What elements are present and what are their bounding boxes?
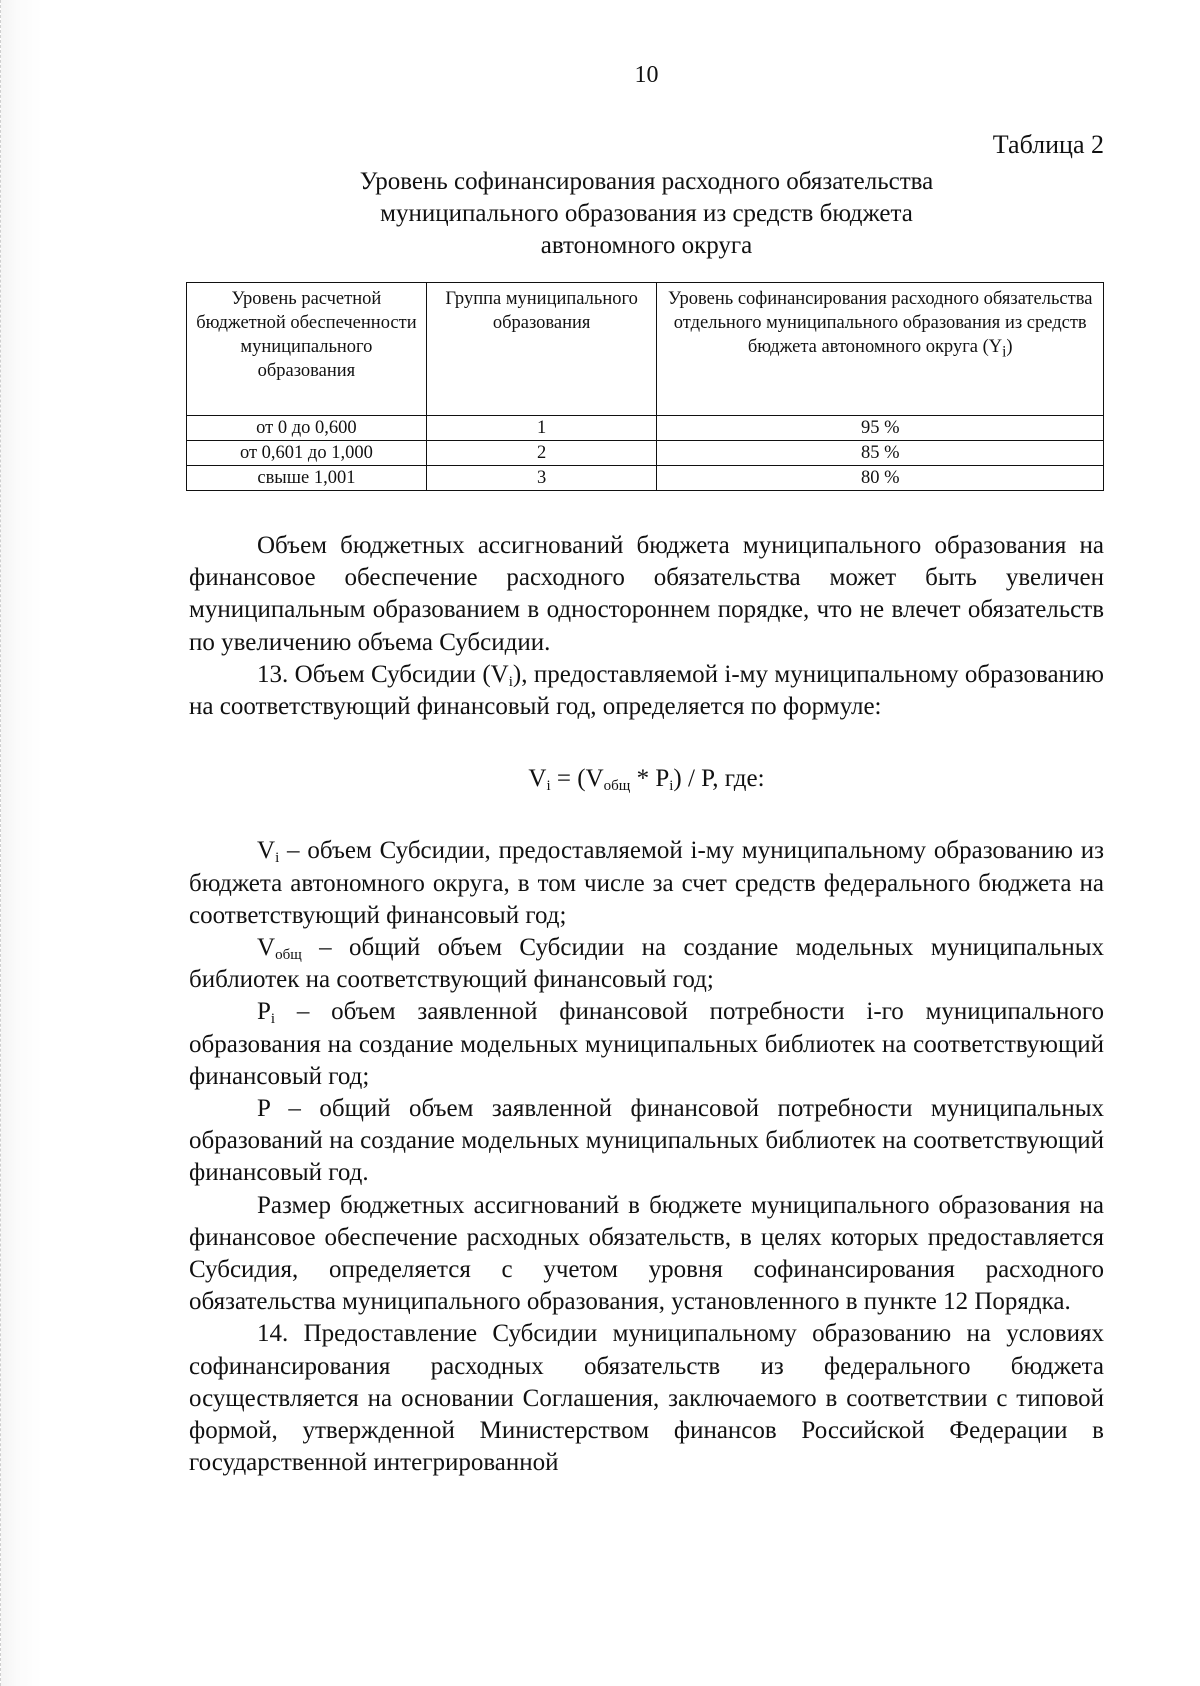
definition-vtotal [189, 932, 1104, 996]
definition-subscript: i [270, 1011, 276, 1028]
table-title-line: муниципального образования из средств бюджета [380, 200, 913, 227]
table-row [187, 416, 1104, 441]
header-budget-level: Уровень расчетной бюджетной обеспеченности муниципального образования [187, 283, 427, 416]
definition-symbol: V [257, 837, 276, 865]
formula-total-subscript: общ [603, 778, 631, 795]
paragraph-13-start: 13. Объем Субсидии (V [257, 660, 509, 688]
header-cofinancing-rate [657, 283, 1104, 416]
table-title-line: Уровень софинансирования расходного обязательства [359, 168, 934, 195]
subsidy-formula [189, 763, 1104, 795]
formula-v-subscript: i [546, 778, 551, 795]
formula-tail: ) / P, где: [673, 765, 765, 793]
definition-p: P – общий объем заявленной финансовой потребности муниципальных образований на создание модельных муниципальных библиотек на соответствующий финансовый год. [189, 1095, 1104, 1187]
cell-rate: 80 % [657, 466, 1104, 491]
paragraph-13 [189, 659, 1104, 723]
cell-level: свыше 1,001 [187, 466, 427, 491]
paragraph-budget-increase: Объем бюджетных ассигнований бюджета муниципального образования на финансовое обеспечение расходного обязательства может быть увеличен муниципальным образованием в одностороннем порядке, что не влечет обязательств по увеличению объема Субсидии. [189, 532, 1104, 656]
definition-subscript: общ [275, 947, 302, 964]
definition-text: – общий объем Субсидии на создание модельных муниципальных библиотек на соответствующий финансовый год; [189, 934, 1104, 994]
formula-v: V [528, 765, 547, 793]
cell-level: от 0 до 0,600 [187, 416, 427, 441]
paragraph-13-end: ), предоставляемой i-му муниципальному образованию на соответствующий финансовый год, определяется по формуле: [189, 660, 1104, 721]
cell-group: 1 [426, 416, 657, 441]
cell-group: 2 [426, 441, 657, 466]
page-number: 10 [634, 62, 659, 88]
definition-symbol: V [257, 934, 276, 962]
document-page [189, 0, 1104, 1686]
definition-text: – объем Субсидии, предоставляемой i-му муниципальному образованию из бюджета автономного округа, в том числе за счет средств федерального бюджета на соответствующий финансовый год; [189, 837, 1104, 929]
definition-text: – объем заявленной финансовой потребности i-го муниципального образования на создание модельных муниципальных библиотек на соответствующий финансовый год; [189, 998, 1104, 1090]
header-rate-subscript: i [1002, 343, 1007, 361]
formula-multiply: * P [630, 765, 670, 793]
table-label: Таблица 2 [992, 130, 1104, 159]
table-title [189, 166, 1104, 262]
formula-p-subscript: i [669, 778, 674, 795]
definition-subscript: i [275, 850, 280, 867]
cell-rate: 95 % [657, 416, 1104, 441]
formula-equals: = (V [550, 765, 604, 793]
paragraph-budget-size: Размер бюджетных ассигнований в бюджете муниципального образования на финансовое обеспечение расходных обязательств, в целях которых предоставляется Субсидия, определяется с учетом уровня софинансирования расходного обязательства муниципального образования, установленного в пункте 12 Порядка. [189, 1191, 1104, 1316]
header-rate-text: Уровень софинансирования расходного обязательства отдельного муниципального образования из средств бюджета автономного округа (Y [668, 289, 1093, 357]
cell-level: от 0,601 до 1,000 [187, 441, 427, 466]
subscript: i [508, 673, 513, 690]
definition-symbol: P [257, 998, 271, 1026]
header-group: Группа муниципального образования [426, 283, 657, 416]
table-header-row [187, 283, 1104, 416]
table-row [187, 466, 1104, 491]
cofinancing-table [186, 282, 1104, 491]
paragraph-14: 14. Предоставление Субсидии муниципальному образованию на условиях софинансирования расходных обязательств из федерального бюджета осуществляется на основании Соглашения, заключаемого в соответствии с типовой формой, утвержденной Министерством финансов Российской Федерации в государственной интегрированной [189, 1320, 1104, 1477]
cell-rate: 85 % [657, 441, 1104, 466]
table-title-line: автономного округа [540, 232, 753, 259]
body-text [189, 530, 1104, 1479]
table-row [187, 441, 1104, 466]
definition-vi [189, 835, 1104, 932]
definition-pi [189, 996, 1104, 1093]
header-rate-close: ) [1006, 337, 1013, 357]
cell-group: 3 [426, 466, 657, 491]
scan-edge [0, 0, 42, 1686]
